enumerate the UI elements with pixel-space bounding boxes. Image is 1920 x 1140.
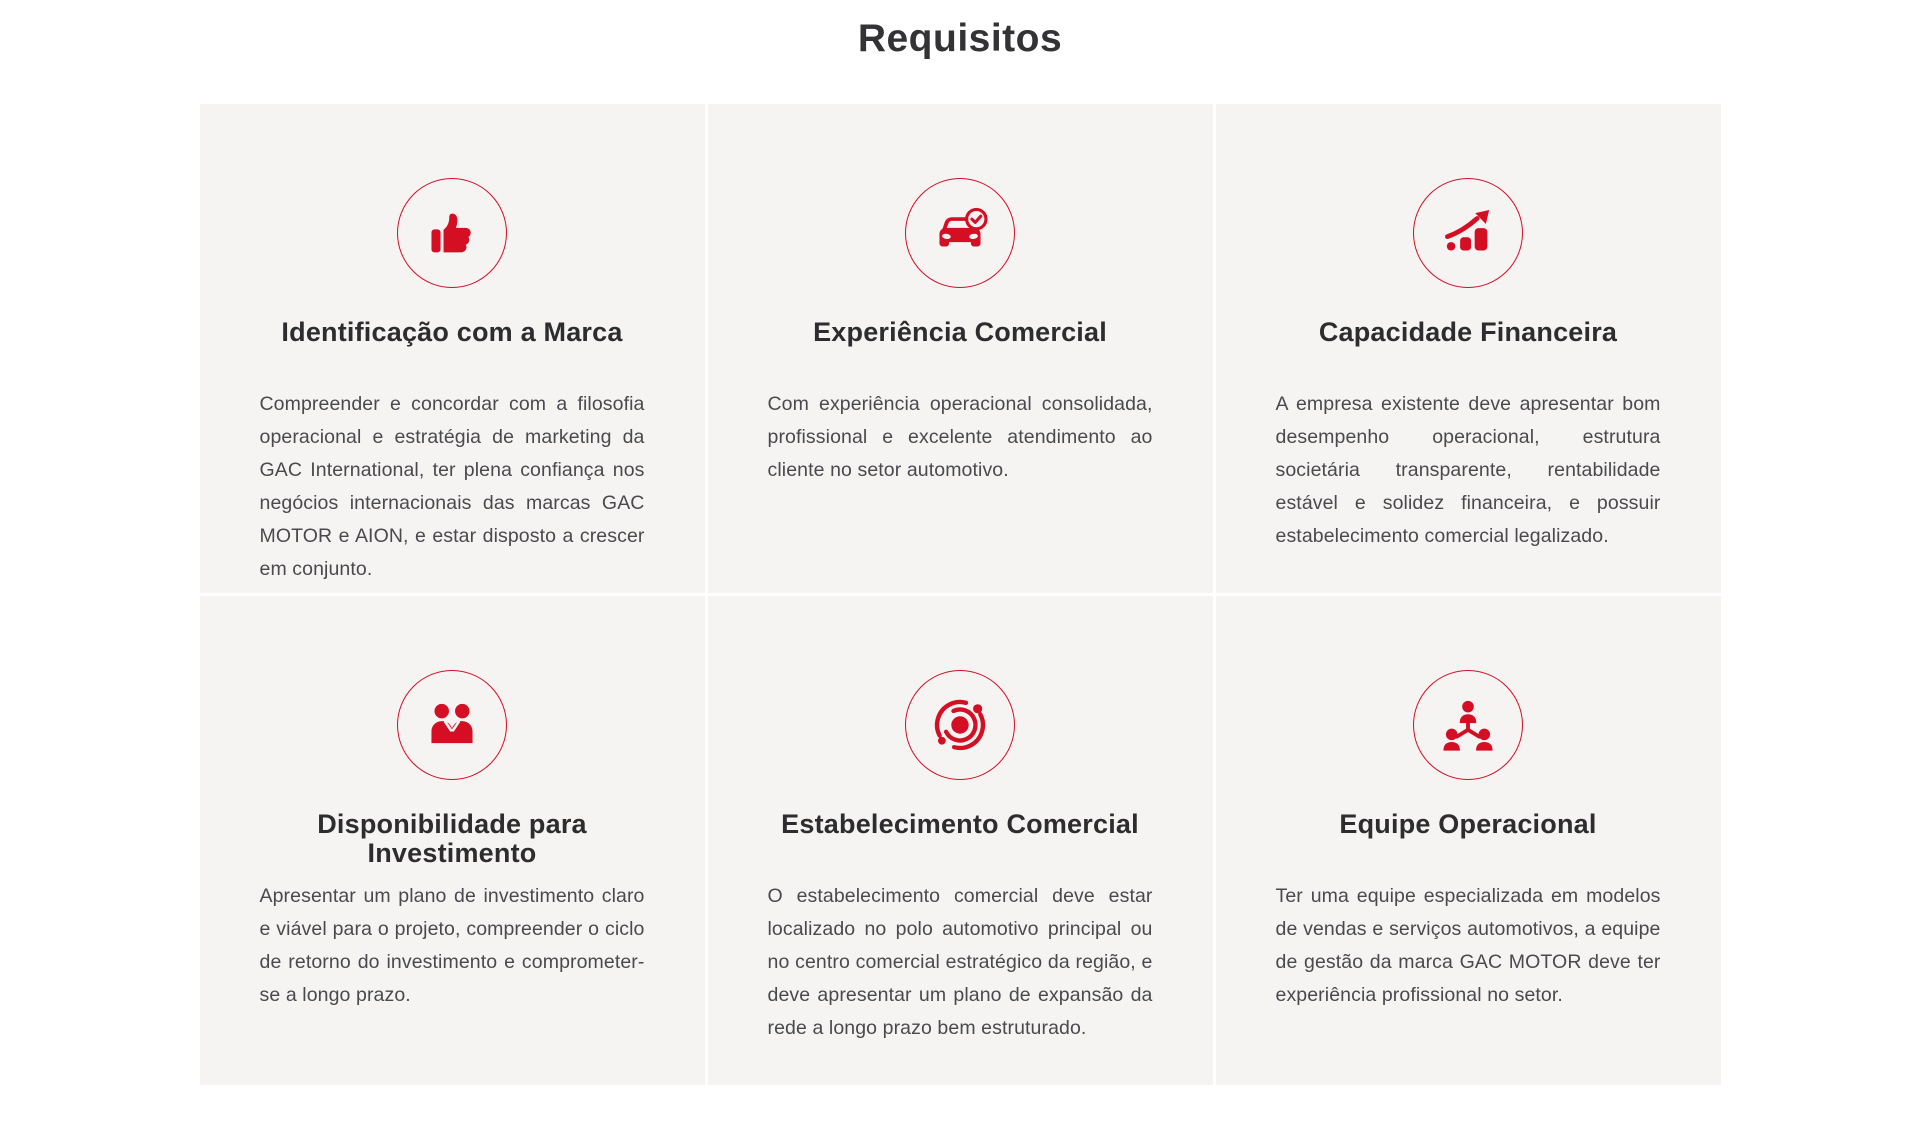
card-commercial-establishment [708, 596, 1213, 1085]
card-operational-team [1216, 596, 1721, 1085]
card-body: Com experiência operacional consolidada, profissional e excelente atendimento ao cliente no setor automotivo. [767, 393, 1153, 481]
card-financial-capacity [1216, 104, 1721, 593]
icon-circle [905, 178, 1015, 288]
card-title: Estabelecimento Comercial [781, 809, 1139, 839]
orbit-target-icon [931, 696, 989, 754]
car-check-icon [931, 204, 989, 262]
card-body: Compreender e concordar com a filosofia operacional e estratégia de marketing da GAC International, ter plena confiança nos negócios internacionais das marcas GAC MOTOR e AION, e estar disposto a crescer em conjunto. [259, 393, 645, 580]
card-body: O estabelecimento comercial deve estar localizado no polo automotivo principal ou no centro comercial estratégico da região, e deve apresentar um plano de expansão da rede a longo prazo bem estruturado. [767, 885, 1153, 1039]
growth-chart-icon [1439, 204, 1497, 262]
partnership-icon [423, 696, 481, 754]
thumbs-up-icon [423, 204, 481, 262]
icon-circle [397, 670, 507, 780]
requirements-grid [200, 104, 1721, 1085]
page-title: Requisitos [857, 17, 1063, 60]
card-brand-identification [200, 104, 705, 593]
card-title: Identificação com a Marca [281, 317, 623, 347]
card-body: Ter uma equipe especializada em modelos de vendas e serviços automotivos, a equipe de gestão da marca GAC MOTOR deve ter experiência profissional no setor. [1275, 885, 1661, 1006]
org-chart-icon [1439, 696, 1497, 754]
icon-circle [397, 178, 507, 288]
card-title: Equipe Operacional [1339, 809, 1597, 839]
icon-circle [1413, 178, 1523, 288]
icon-circle [905, 670, 1015, 780]
icon-circle [1413, 670, 1523, 780]
card-investment-availability [200, 596, 705, 1085]
card-body: A empresa existente deve apresentar bom desempenho operacional, estrutura societária transparente, rentabilidade estável e solidez financeira, e possuir estabelecimento comercial legalizado. [1275, 393, 1661, 547]
card-body: Apresentar um plano de investimento claro e viável para o projeto, compreender o ciclo de retorno do investimento e comprometer-se a longo prazo. [259, 885, 645, 1006]
card-title: Disponibilidade para Investimento [317, 809, 587, 868]
card-commercial-experience [708, 104, 1213, 593]
card-title: Experiência Comercial [813, 317, 1107, 347]
card-title: Capacidade Financeira [1318, 317, 1618, 347]
